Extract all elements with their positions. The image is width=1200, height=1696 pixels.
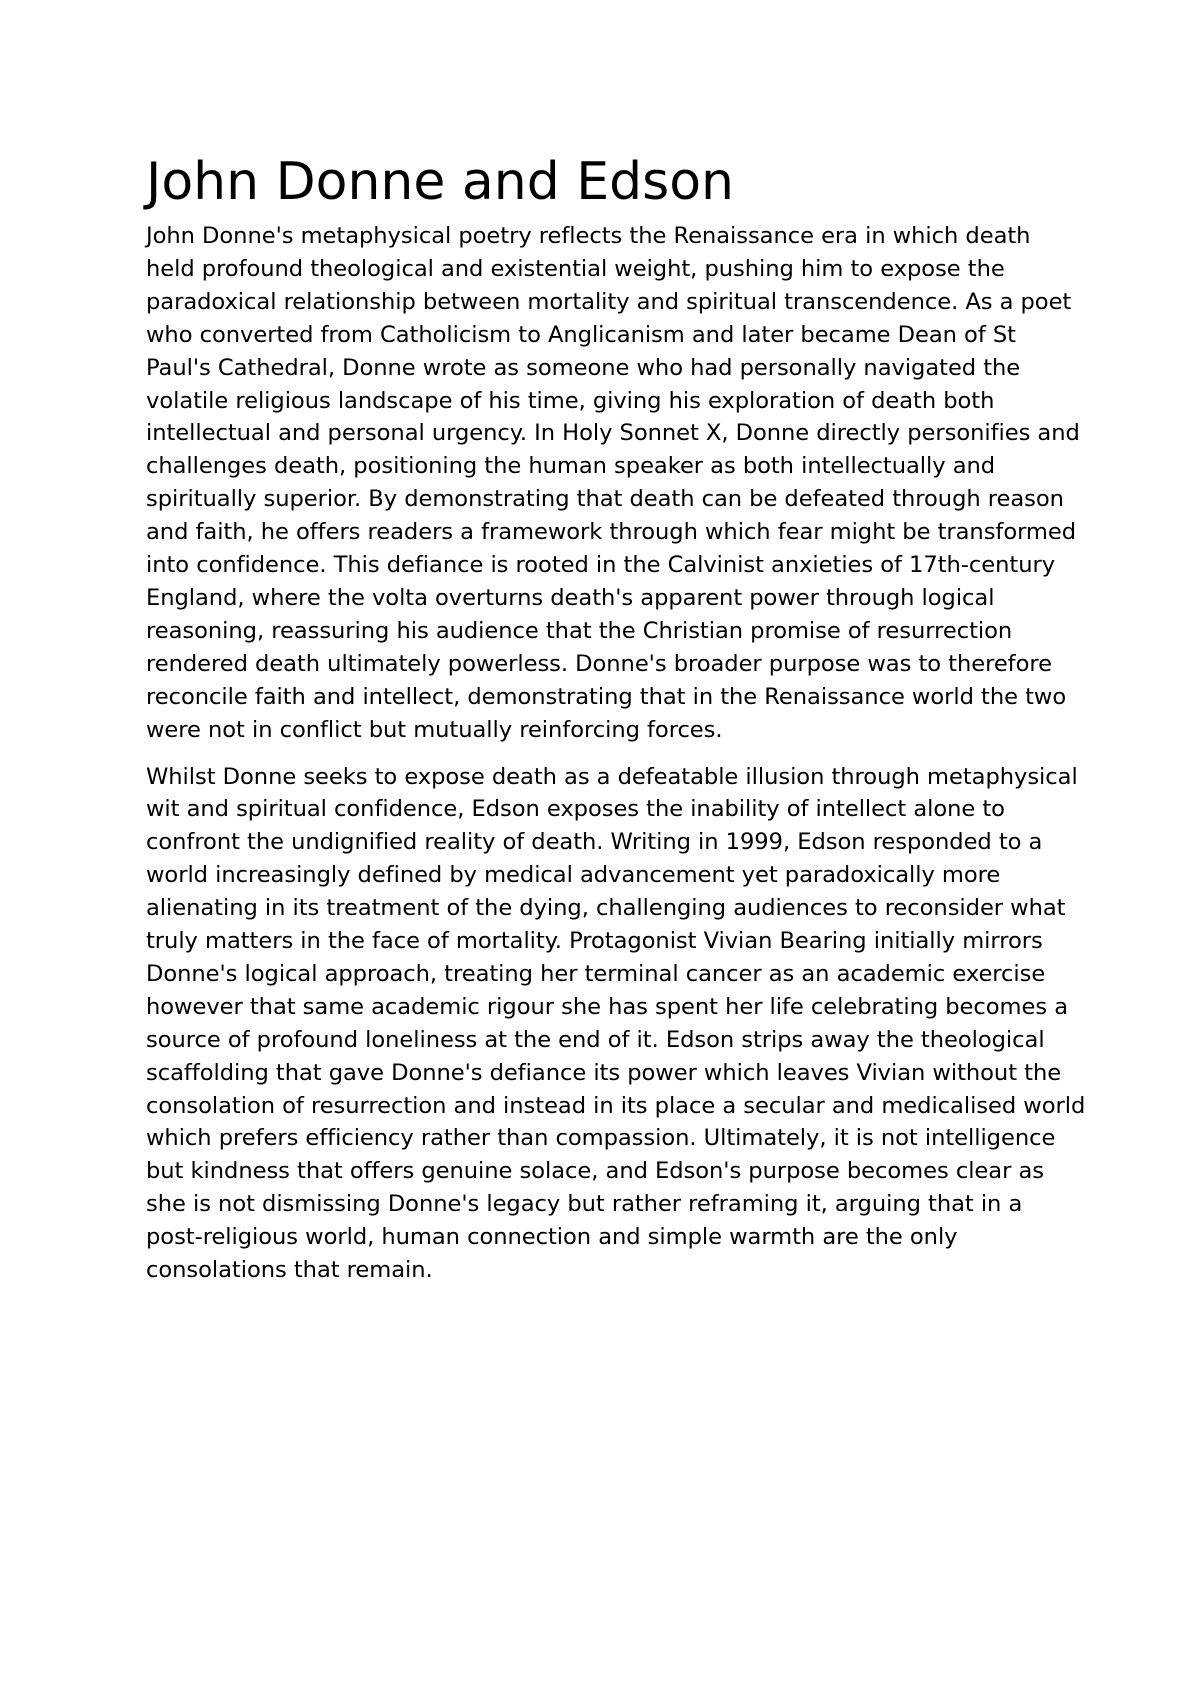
paragraph-edson: Whilst Donne seeks to expose death as a defeatable illusion through metaphysical wit and spiritual confidence, Edson exposes the inability of intellect alone to confront the undignified reality of death. Writing in 1999, Edson responded to a world increasingly defined by medical advancement yet paradoxically more alienating in its treatment of the dying, challenging audiences to reconsider what truly matters in the face of mortality. Protagonist Vivian Bearing initially mirrors Donne's logical approach, treating her terminal cancer as an academic exercise however that same academic rigour she has spent her life celebrating becomes a source of profound loneliness at the end of it. Edson strips away the theological scaffolding that gave Donne's defiance its power which leaves Vivian without the consolation of resurrection and instead in its place a secular and medicalised world which prefers efficiency rather than compassion. Ultimately, it is not intelligence but kindness that offers genuine solace, and Edson's purpose becomes clear as she is not dismissing Donne's legacy but rather reframing it, arguing that in a post-religious world, human connection and simple warmth are the only consolations that remain. bbox=[146, 763, 1086, 1284]
document-title: John Donne and Edson bbox=[146, 152, 734, 212]
document-body bbox=[146, 150, 1086, 1301]
paragraph-donne: John Donne's metaphysical poetry reflects the Renaissance era in which death held profound theological and existential weight, pushing him to expose the paradoxical relationship between mortality and spiritual transcendence. As a poet who converted from Catholicism to Anglicanism and later became Dean of St Paul's Cathedral, Donne wrote as someone who had personally navigated the volatile religious landscape of his time, giving his exploration of death both intellectual and personal urgency. In Holy Sonnet X, Donne directly personifies and challenges death, positioning the human speaker as both intellectually and spiritually superior. By demonstrating that death can be defeated through reason and faith, he offers readers a framework through which fear might be transformed into confidence. This defiance is rooted in the Calvinist anxieties of 17th-century England, where the volta overturns death's apparent power through logical reasoning, reassuring his audience that the Christian promise of resurrection rendered death ultimately powerless. Donne's broader purpose was to therefore reconcile faith and intellect, demonstrating that in the Renaissance world the two were not in conflict but mutually reinforcing forces. bbox=[146, 223, 1080, 743]
